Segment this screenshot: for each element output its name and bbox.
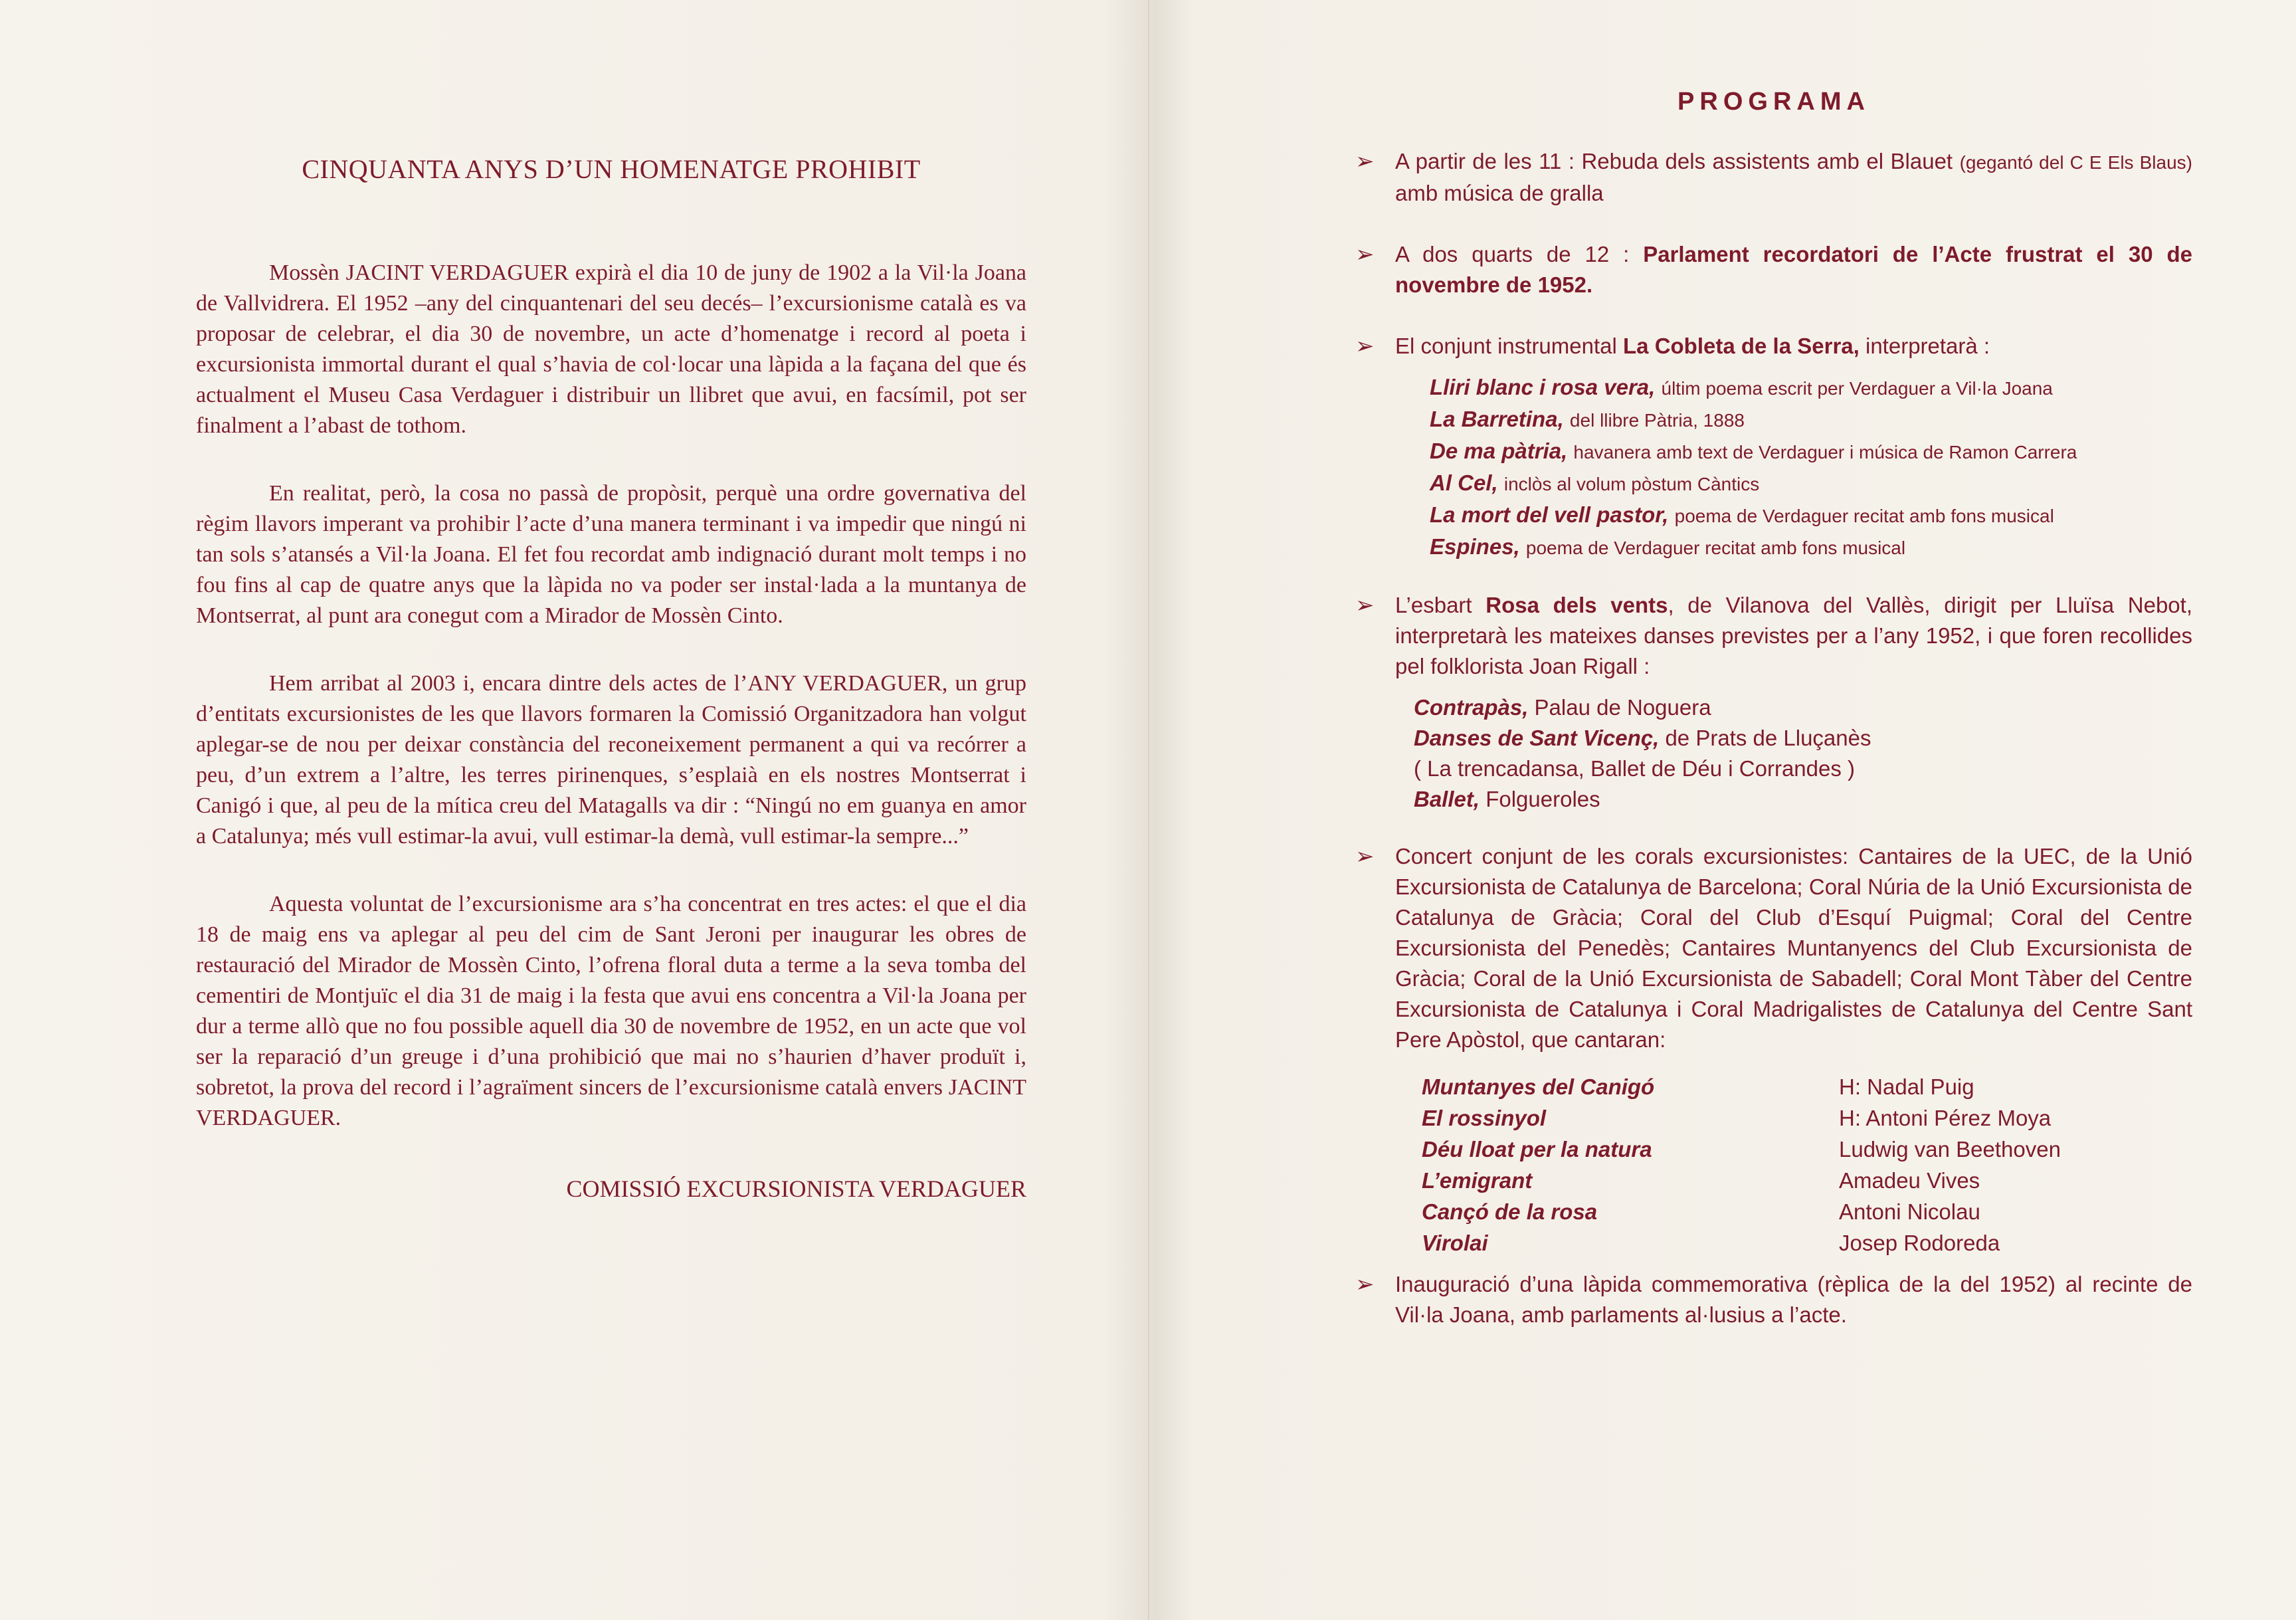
song-author: Ludwig van Beethoven <box>1839 1137 2061 1162</box>
page-title: CINQUANTA ANYS D’UN HOMENATGE PROHIBIT <box>302 154 921 184</box>
program-heading: PROGRAMA <box>1677 88 1870 116</box>
item-text: El conjunt instrumental <box>1395 334 1617 358</box>
signature: COMISSIÓ EXCURSIONISTA VERDAGUER <box>566 1175 1026 1202</box>
song-author: Josep Rodoreda <box>1839 1231 2000 1255</box>
song-title: Virolai <box>1422 1231 1488 1255</box>
list-item: Espines, poema de Verdaguer recitat amb fons musical <box>1430 534 1906 559</box>
list-item: Contrapàs, Palau de Noguera <box>1414 695 1711 720</box>
song-titles-column <box>1422 1071 1839 1259</box>
program-item-1 <box>1355 146 2192 209</box>
program-item-6 <box>1355 1269 2192 1330</box>
list-item: Ballet, Folgueroles <box>1414 787 1600 811</box>
item-tail: interpretarà : <box>1866 334 1990 358</box>
song-title: L’emigrant <box>1422 1168 1533 1193</box>
item-bold: Parlament recordatori de l’Acte frustrat el 30 de novembre de 1952. <box>1395 242 2192 297</box>
right-page <box>1355 86 2192 1361</box>
program-item-5 <box>1355 841 2192 1055</box>
song-author: Antoni Nicolau <box>1839 1199 1980 1224</box>
arrow-bullet-icon: ➢ <box>1355 149 1375 174</box>
paragraph-4: Aquesta voluntat de l’excursionisme ara s’ha concentrat en tres actes: el que el dia 18 de maig ens va aplegar al peu del cim de Sant Jeroni per inaugurar les obres de restauració del Mirador de Mossèn Cinto, l’ofrena floral duta a terme a la seva tomba del cementiri de Montjuïc el dia 31 de maig i la festa que avui ens concentra a Vil·la Joana per dur a terme allò que no fou possible aquell dia 30 de novembre de 1952, en un acte que vol ser la reparació d’un greuge i d’una prohibició que mai no s’haurien d’haver produït i, sobretot, la prova del record i l’agraïment sincers de l’excursionisme català envers JACINT VERDAGUER. <box>196 892 1026 1130</box>
item-text: A partir de les 11 : Rebuda dels assistents amb el Blauet <box>1395 149 1953 173</box>
item-text: L’esbart <box>1395 593 1472 617</box>
arrow-bullet-icon: ➢ <box>1355 1272 1375 1297</box>
list-item: La mort del vell pastor, poema de Verdaguer recitat amb fons musical <box>1430 502 2054 527</box>
left-page <box>196 154 1026 1204</box>
song-title: Cançó de la rosa <box>1422 1199 1598 1224</box>
list-item: De ma pàtria, havanera amb text de Verdaguer i música de Ramon Carrera <box>1430 439 2077 463</box>
paragraph-3: Hem arribat al 2003 i, encara dintre dels actes de l’ANY VERDAGUER, un grup d’entitats excursionistes de les que llavors formaren la Comissió Organitzadora han volgut aplegar-se de nou per deixar constància del reconeixement permanent a qui va recórrer a peu, d’un extrem a l’altre, les terres pirinenques, s’esplaià en els nostres Montserrat i Canigó i que, al peu de la mítica creu del Matagalls va dir : “Ningú no em guanya en amor a Catalunya; més vull estimar-la avui, vull estimar-la demà, vull estimar-la sempre...” <box>196 671 1026 849</box>
song-title: Déu lloat per la natura <box>1422 1137 1652 1162</box>
paragraph-1: Mossèn JACINT VERDAGUER expirà el dia 10 de juny de 1902 a la Vil·la Joana de Vallvidrera. El 1952 –any del cinquantenari del seu decés– l’excursionisme català es va proposar de celebrar, el dia 30 de novembre, un acte d’homenatge i record al poeta i excursionista immortal durant el qual s’havia de col·locar una làpida a la façana del que és actualment el Museu Casa Verdaguer i distribuir un llibret que avui, en facsímil, pot ser finalment a l’abast de tothom. <box>196 260 1026 438</box>
song-author: H: Antoni Pérez Moya <box>1839 1106 2052 1130</box>
song-author: Amadeu Vives <box>1839 1168 1980 1193</box>
program-item-4 <box>1355 590 2192 682</box>
arrow-bullet-icon: ➢ <box>1355 844 1375 869</box>
program-item-2 <box>1355 239 2192 300</box>
item-text: A dos quarts de 12 : <box>1395 242 1630 266</box>
item-tail: amb música de gralla <box>1395 181 1604 205</box>
songs-table <box>1422 1071 2192 1259</box>
song-title: Muntanyes del Canigó <box>1422 1074 1655 1099</box>
dances-list <box>1414 692 2192 815</box>
song-author: H: Nadal Puig <box>1839 1074 1974 1099</box>
item-bold: La Cobleta de la Serra, <box>1623 334 1860 358</box>
paragraph-2: En realitat, però, la cosa no passà de propòsit, perquè una ordre governativa del règim llavors imperant va prohibir l’acte d’una manera terminant i va impedir que ningú ni tan sols s’atansés a Vil·la Joana. El fet fou recordat amb indignació durant molt temps i no fou fins al cap de quatre anys que la làpida no va poder ser instal·lada a la muntanya de Montserrat, al punt ara conegut com a Mirador de Mossèn Cinto. <box>196 481 1026 628</box>
page-fold <box>1148 0 1149 1620</box>
list-item: Al Cel, inclòs al volum pòstum Càntics <box>1430 470 1760 495</box>
program-item-3 <box>1355 331 2192 361</box>
list-item: ( La trencadansa, Ballet de Déu i Corrandes ) <box>1414 756 1856 781</box>
list-item: La Barretina, del llibre Pàtria, 1888 <box>1430 407 1745 431</box>
song-authors-column <box>1839 1071 2061 1259</box>
item-small-note: (gegantó del C E Els Blaus) <box>1959 152 2192 173</box>
arrow-bullet-icon: ➢ <box>1355 334 1375 359</box>
list-item: Danses de Sant Vicenç, de Prats de Lluçanès <box>1414 726 1871 750</box>
arrow-bullet-icon: ➢ <box>1355 593 1375 618</box>
item-text: Concert conjunt de les corals excursionistes: Cantaires de la UEC, de la Unió Excursionista de Catalunya de Barcelona; Coral Núria de la Unió Excursionista de Catalunya de Gràcia; Coral del Club d’Esquí Puigmal; Coral del Centre Excursionista del Penedès; Cantaires Muntanyencs del Club Excursionista de Gràcia; Coral de la Unió Excursionista de Sabadell; Coral Mont Tàber del Centre Excursionista de Catalunya i Coral Madrigalistes de Catalunya del Centre Sant Pere Apòstol, que cantaran: <box>1395 844 2192 1052</box>
works-list <box>1430 372 2192 563</box>
song-title: El rossinyol <box>1422 1106 1547 1130</box>
item-text: Inauguració d’una làpida commemorativa (rèplica de la del 1952) al recinte de Vil·la Joana, amb parlaments al·lusius a l’acte. <box>1395 1272 2192 1327</box>
item-tail: , de Vilanova del Vallès, dirigit per Lluïsa Nebot, interpretarà les mateixes danses previstes per a l’any 1952, i que foren recollides pel folklorista Joan Rigall : <box>1395 593 2192 678</box>
list-item: Lliri blanc i rosa vera, últim poema escrit per Verdaguer a Vil·la Joana <box>1430 375 2053 399</box>
item-bold: Rosa dels vents <box>1485 593 1668 617</box>
arrow-bullet-icon: ➢ <box>1355 242 1375 267</box>
